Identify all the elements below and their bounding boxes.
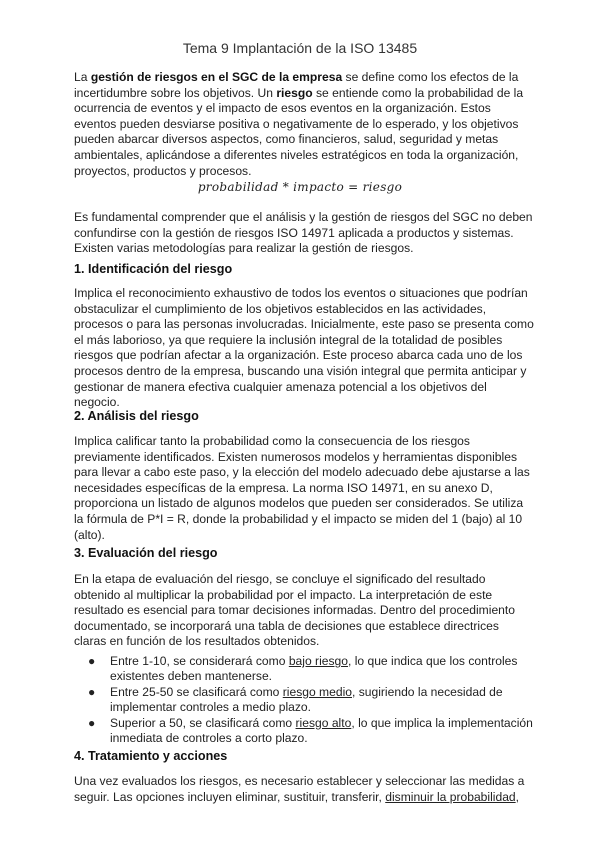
page-title: Tema 9 Implantación de la ISO 13485	[182, 40, 418, 56]
high-risk-link[interactable]: riesgo alto	[295, 715, 352, 730]
section-3-body	[74, 572, 534, 650]
section-2-text: Implica calificar tanto la probabilidad como la consecuencia de los riesgos previamente identificados. Existen numerosos modelos y herramientas disponibles para llevar a cabo este paso, y la elección del modelo adecuado debe ajustarse a las necesidades específicas de la empresa. La norma ISO 14971, en su anexo D, proporciona un listado de algunos modelos que pueden ser considerados. Se utiliza la fórmula de P*I = R, donde la probabilidad y el impacto se miden del 1 (bajo) al 10 (alto).	[74, 434, 530, 542]
list-item	[88, 685, 538, 716]
intro-text-3: se entiende como la probabilidad de la ocurrencia de eventos y el impacto de esos eventos en la organización. Estos eventos pueden desviarse positiva o negativamente de lo esperado, y los objetivos pueden abarcar diversos aspectos, como financieros, salud, seguridad y metas ambientales, aplicándose a diferentes niveles estratégicos en toda la organización, proyectos, productos y procesos.	[74, 85, 524, 178]
low-risk-link[interactable]: bajo riesgo	[288, 654, 348, 668]
section-2-heading: 2. Análisis del riesgo	[74, 409, 199, 423]
section-4-body	[74, 774, 534, 805]
section-1-body	[74, 286, 534, 411]
intro-text-2: se define como los efectos de la incertidumbre sobre los objetivos. Un	[74, 70, 519, 100]
paragraph-methodologies-text: Es fundamental comprender que el análisis y la gestión de riesgos del SGC no deben confundirse con la gestión de riesgos ISO 14971 aplicada a productos y sistemas. Existen varias metodologías para realizar la gestión de riesgos.	[74, 210, 533, 256]
bullet-icon: ●	[88, 715, 96, 730]
intro-text-1: La	[74, 70, 91, 84]
intro-bold-2: riesgo	[276, 85, 313, 100]
medium-risk-link[interactable]: riesgo medio	[282, 684, 352, 699]
section-3-text: En la etapa de evaluación del riesgo, se concluye el significado del resultado obtenido al multiplicar la probabilidad por el impacto. La interpretación de este resultado es esencial para tomar decisiones informadas. Dentro del procedimiento documentado, se incorporará una tabla de decisiones que establece directrices claras en función de los resultados obtenidos.	[74, 572, 515, 649]
section-4-text: Una vez evaluados los riesgos, es necesario establecer y seleccionar las medidas a seguir. Las opciones incluyen eliminar, sustituir, transferir,	[74, 774, 525, 804]
list-item-text: , lo que implica la implementación inmediata de controles a corto plazo.	[110, 715, 533, 746]
bullet-icon: ●	[88, 684, 96, 699]
section-2-body	[74, 434, 534, 543]
list-item-text: Entre 25-50 se clasificará como	[110, 684, 283, 699]
section-1-heading: 1. Identificación del riesgo	[74, 262, 233, 276]
list-item-text: , lo que indica que los controles existentes deben mantenerse.	[110, 654, 518, 684]
bullet-icon: ●	[88, 654, 96, 668]
section-4-text-end: ,	[515, 789, 520, 804]
section-4-heading: 4. Tratamiento y acciones	[74, 749, 228, 763]
list-item	[88, 654, 538, 685]
risk-formula: probabilidad * impacto = riesgo	[197, 180, 403, 194]
paragraph-methodologies	[74, 210, 534, 257]
list-item-text: Entre 1-10, se considerará como	[110, 654, 289, 668]
intro-paragraph	[74, 70, 534, 179]
section-3-heading: 3. Evaluación del riesgo	[74, 546, 218, 560]
list-item-text: Superior a 50, se clasificará como	[110, 715, 296, 730]
risk-level-list	[88, 654, 538, 746]
section-1-text: Implica el reconocimiento exhaustivo de todos los eventos o situaciones que podrían obstaculizar el cumplimiento de los objetivos establecidos en las actividades, procesos o para las personas involucradas. Inicialmente, este paso se presenta como el más laborioso, ya que requiere la inclusión integral de la totalidad de posibles riesgos que podrían afectar a la organización. Este proceso abarca cada uno de los procesos dentro de la empresa, buscando una visión integral que permita anticipar y gestionar de manera efectiva cualquier amenaza potencial a los objetivos del negocio.	[74, 286, 534, 410]
list-item-text: , sugiriendo la necesidad de implementar controles a medio plazo.	[110, 684, 503, 715]
intro-bold-1: gestión de riesgos en el SGC de la empresa	[90, 70, 343, 84]
list-item	[88, 716, 538, 747]
reduce-probability-link[interactable]: disminuir la probabilidad	[385, 789, 516, 804]
